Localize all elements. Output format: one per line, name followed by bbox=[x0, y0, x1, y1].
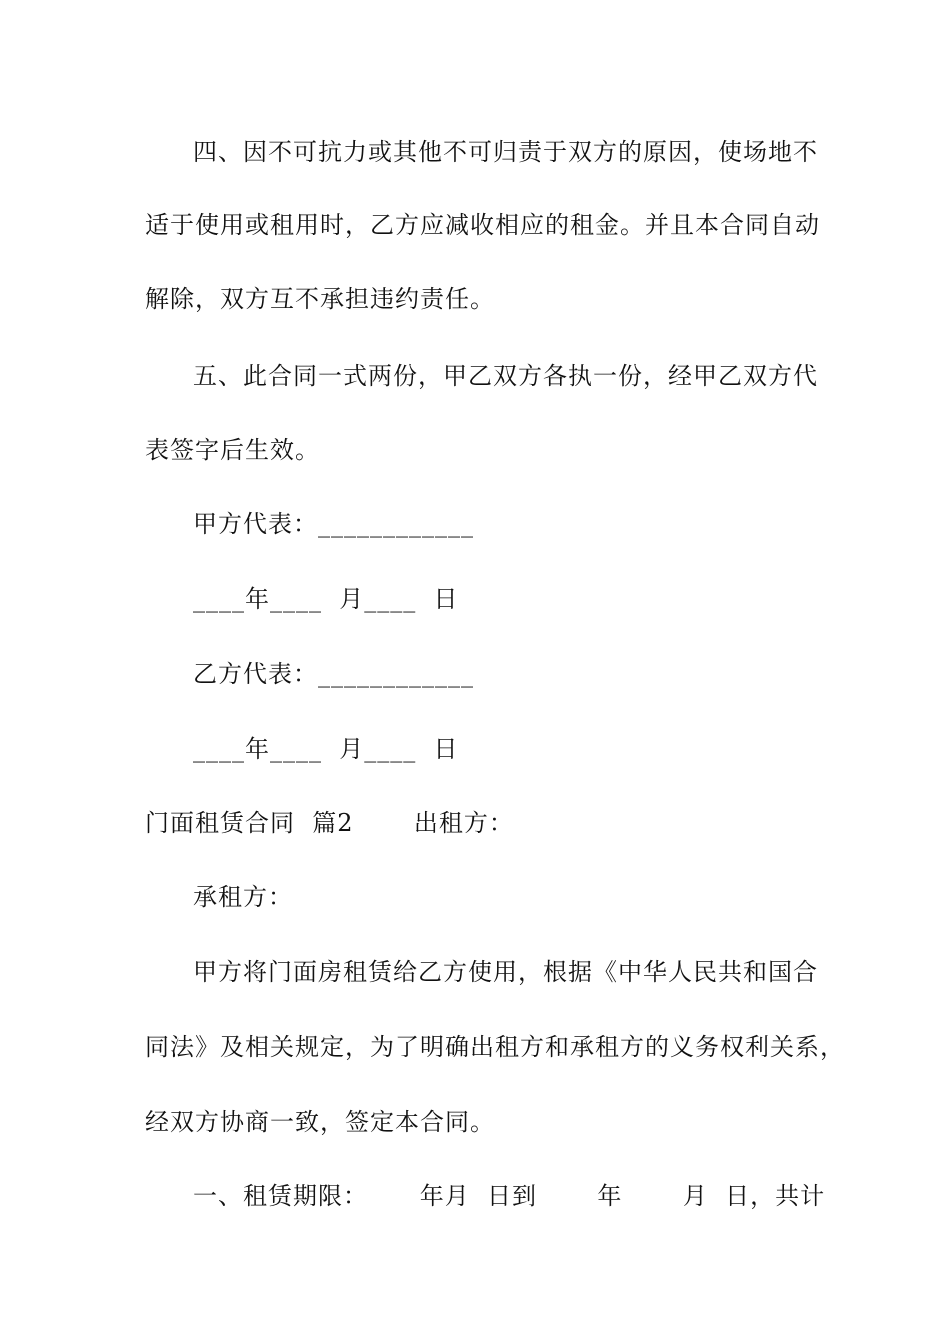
party-b-representative: 乙方代表：____________ bbox=[193, 660, 474, 688]
intro-line-2: 同法》及相关规定，为了明确出租方和承租方的义务权利关系， bbox=[145, 1033, 845, 1061]
lease-term-clause: 一、租赁期限： 年月 日到 年 月 日，共计 bbox=[193, 1182, 826, 1210]
clause-4-line-1: 四、因不可抗力或其他不可归责于双方的原因，使场地不 bbox=[193, 138, 818, 166]
clause-4-line-2: 适于使用或租用时，乙方应减收相应的租金。并且本合同自动 bbox=[145, 211, 820, 239]
party-b-date: ____年____ 月____ 日 bbox=[193, 735, 459, 763]
party-a-date: ____年____ 月____ 日 bbox=[193, 585, 459, 613]
lessee-label: 承租方： bbox=[193, 883, 293, 911]
party-a-representative: 甲方代表：____________ bbox=[193, 510, 474, 538]
clause-5-line-1: 五、此合同一式两份，甲乙双方各执一份，经甲乙双方代 bbox=[193, 362, 818, 390]
intro-line-3: 经双方协商一致，签定本合同。 bbox=[145, 1108, 495, 1136]
intro-line-1: 甲方将门面房租赁给乙方使用，根据《中华人民共和国合 bbox=[193, 958, 818, 986]
clause-5-line-2: 表签字后生效。 bbox=[145, 436, 320, 464]
clause-4-line-3: 解除，双方互不承担违约责任。 bbox=[145, 285, 495, 313]
section-heading: 门面租赁合同 篇2 出租方： bbox=[145, 809, 514, 837]
